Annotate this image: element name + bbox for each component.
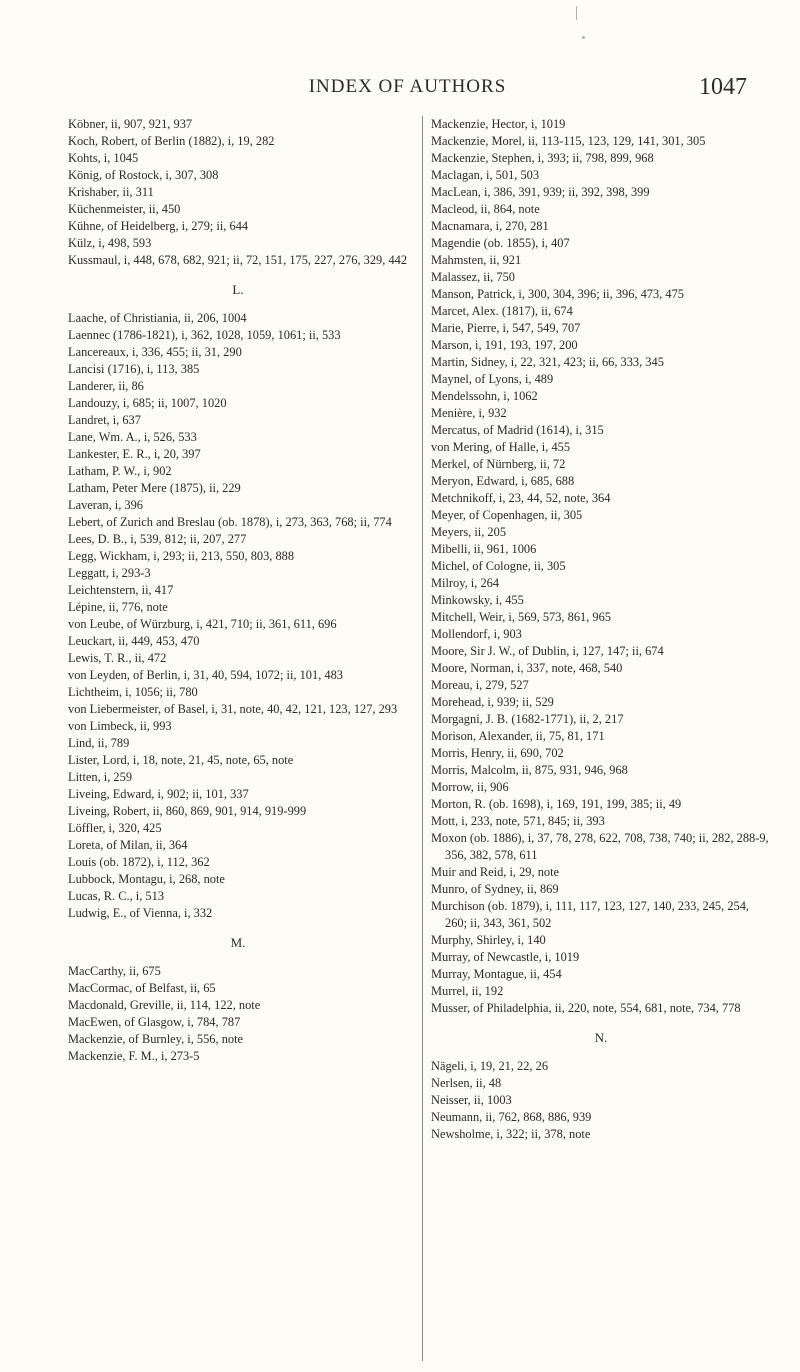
index-entry: Murray, Montague, ii, 454 [431, 967, 562, 981]
index-entry: Mibelli, ii, 961, 1006 [431, 542, 537, 556]
index-entry: Köbner, ii, 907, 921, 937 [68, 117, 193, 131]
index-entry: Kohts, i, 1045 [68, 151, 139, 165]
index-entry: Mackenzie, Stephen, i, 393; ii, 798, 899, 968 [431, 151, 654, 165]
index-entry: Moore, Norman, i, 337, note, 468, 540 [431, 661, 623, 675]
index-entry: Loreta, of Milan, ii, 364 [68, 838, 188, 852]
index-entry: Neumann, ii, 762, 868, 886, 939 [431, 1110, 592, 1124]
index-entry: Lind, ii, 789 [68, 736, 130, 750]
index-entry: Liveing, Robert, ii, 860, 869, 901, 914, 919-999 [68, 804, 307, 818]
index-entry: Merkel, of Nürnberg, ii, 72 [431, 457, 566, 471]
index-entry: Morris, Henry, ii, 690, 702 [431, 746, 564, 760]
index-entry: Mackenzie, Morel, ii, 113-115, 123, 129, 141, 301, 305 [431, 134, 706, 148]
index-entry: Martin, Sidney, i, 22, 321, 423; ii, 66, 333, 345 [431, 355, 664, 369]
index-entry: Lichtheim, i, 1056; ii, 780 [68, 685, 198, 699]
index-entry: Laveran, i, 396 [68, 498, 144, 512]
index-entry: Newsholme, i, 322; ii, 378, note [431, 1127, 591, 1141]
index-entry: Leuckart, ii, 449, 453, 470 [68, 634, 200, 648]
index-entry: Lane, Wm. A., i, 526, 533 [68, 430, 197, 444]
index-entry: Meyers, ii, 205 [431, 525, 507, 539]
index-entry: Mollendorf, i, 903 [431, 627, 522, 641]
margin-dot [582, 36, 585, 39]
index-entry: Louis (ob. 1872), i, 112, 362 [68, 855, 210, 869]
index-entry: Landerer, ii, 86 [68, 379, 144, 393]
index-entry: von Mering, of Halle, i, 455 [431, 440, 571, 454]
index-entry: Moore, Sir J. W., of Dublin, i, 127, 147; ii, 674 [431, 644, 664, 658]
index-entry: Löffler, i, 320, 425 [68, 821, 162, 835]
section-letter: N. [594, 1030, 608, 1045]
index-entry: Krishaber, ii, 311 [68, 185, 154, 199]
running-title: INDEX OF AUTHORS [308, 76, 507, 97]
index-entry: Lépine, ii, 776, note [68, 600, 168, 614]
index-entry: Mackenzie, F. M., i, 273-5 [68, 1049, 200, 1063]
index-entry: Lister, Lord, i, 18, note, 21, 45, note, 65, note [68, 753, 294, 767]
index-entry: Lankester, E. R., i, 20, 397 [68, 447, 201, 461]
index-entry: Macdonald, Greville, ii, 114, 122, note [68, 998, 261, 1012]
index-entry: Murphy, Shirley, i, 140 [431, 933, 546, 947]
index-entry: Latham, Peter Mere (1875), ii, 229 [68, 481, 241, 495]
index-entry: Morison, Alexander, ii, 75, 81, 171 [431, 729, 605, 743]
index-entry: Küchenmeister, ii, 450 [68, 202, 181, 216]
index-entry: Nerlsen, ii, 48 [431, 1076, 502, 1090]
index-entry: Lancisi (1716), i, 113, 385 [68, 362, 200, 376]
index-entry: Morris, Malcolm, ii, 875, 931, 946, 968 [431, 763, 628, 777]
index-entry: Mott, i, 233, note, 571, 845; ii, 393 [431, 814, 605, 828]
left-column [68, 116, 408, 1065]
index-entry: Meryon, Edward, i, 685, 688 [431, 474, 575, 488]
index-entry: Minkowsky, i, 455 [431, 593, 524, 607]
index-entry: Macnamara, i, 270, 281 [431, 219, 549, 233]
index-entry: Maclagan, i, 501, 503 [431, 168, 540, 182]
index-entry: Maynel, of Lyons, i, 489 [431, 372, 554, 386]
right-column [431, 116, 771, 1143]
index-entry: Mackenzie, Hector, i, 1019 [431, 117, 566, 131]
index-entry: Mahmsten, ii, 921 [431, 253, 522, 267]
index-entry: von Limbeck, ii, 993 [68, 719, 172, 733]
index-entry: Liveing, Edward, i, 902; ii, 101, 337 [68, 787, 249, 801]
index-entry: Leggatt, i, 293-3 [68, 566, 151, 580]
index-entry: Kühne, of Heidelberg, i, 279; ii, 644 [68, 219, 249, 233]
margin-mark [576, 6, 577, 20]
index-entry: Milroy, i, 264 [431, 576, 500, 590]
index-entry: Murrel, ii, 192 [431, 984, 504, 998]
index-entry: Meyer, of Copenhagen, ii, 305 [431, 508, 583, 522]
index-entry: Litten, i, 259 [68, 770, 133, 784]
index-entry: MacCormac, of Belfast, ii, 65 [68, 981, 216, 995]
index-entry: König, of Rostock, i, 307, 308 [68, 168, 219, 182]
index-entry: Mercatus, of Madrid (1614), i, 315 [431, 423, 604, 437]
index-entry: Murchison (ob. 1879), i, 111, 117, 123, 127, 140, 233, 245, 254, 260; ii, 343, 361, 502 [431, 899, 750, 930]
index-entry: Lucas, R. C., i, 513 [68, 889, 165, 903]
index-entry: Murray, of Newcastle, i, 1019 [431, 950, 580, 964]
section-letter: M. [230, 935, 246, 950]
index-entry: Manson, Patrick, i, 300, 304, 396; ii, 396, 473, 475 [431, 287, 684, 301]
index-entry: Koch, Robert, of Berlin (1882), i, 19, 282 [68, 134, 275, 148]
index-entry: Morgagni, J. B. (1682-1771), ii, 2, 217 [431, 712, 624, 726]
page-header [60, 76, 755, 106]
index-entry: Morton, R. (ob. 1698), i, 169, 191, 199, 385; ii, 49 [431, 797, 682, 811]
index-entry: Marson, i, 191, 193, 197, 200 [431, 338, 578, 352]
section-letter: L. [232, 282, 244, 297]
index-entry: Lees, D. B., i, 539, 812; ii, 207, 277 [68, 532, 247, 546]
index-entry: MacCarthy, ii, 675 [68, 964, 161, 978]
index-entry: Laache, of Christiania, ii, 206, 1004 [68, 311, 247, 325]
index-entry: Menière, i, 932 [431, 406, 507, 420]
index-entry: Muir and Reid, i, 29, note [431, 865, 560, 879]
index-entry: Munro, of Sydney, ii, 869 [431, 882, 559, 896]
index-entry: Lebert, of Zurich and Breslau (ob. 1878), i, 273, 363, 768; ii, 774 [68, 515, 392, 529]
index-entry: Mitchell, Weir, i, 569, 573, 861, 965 [431, 610, 611, 624]
index-entry: Mackenzie, of Burnley, i, 556, note [68, 1032, 244, 1046]
index-entry: Marcet, Alex. (1817), ii, 674 [431, 304, 573, 318]
index-entry: Moreau, i, 279, 527 [431, 678, 529, 692]
index-entry: Landouzy, i, 685; ii, 1007, 1020 [68, 396, 227, 410]
page-number: 1047 [699, 74, 747, 100]
index-entry: von Leyden, of Berlin, i, 31, 40, 594, 1072; ii, 101, 483 [68, 668, 343, 682]
index-entry: Magendie (ob. 1855), i, 407 [431, 236, 570, 250]
index-entry: MacLean, i, 386, 391, 939; ii, 392, 398, 399 [431, 185, 650, 199]
index-entry: Landret, i, 637 [68, 413, 141, 427]
index-entry: Neisser, ii, 1003 [431, 1093, 512, 1107]
index-entry: Leichtenstern, ii, 417 [68, 583, 174, 597]
index-entry: Metchnikoff, i, 23, 44, 52, note, 364 [431, 491, 611, 505]
index-entry: Lewis, T. R., ii, 472 [68, 651, 167, 665]
index-entry: von Leube, of Würzburg, i, 421, 710; ii, 361, 611, 696 [68, 617, 337, 631]
index-entry: Malassez, ii, 750 [431, 270, 515, 284]
index-entry: Legg, Wickham, i, 293; ii, 213, 550, 803, 888 [68, 549, 295, 563]
index-entry: Lubbock, Montagu, i, 268, note [68, 872, 225, 886]
index-entry: Kussmaul, i, 448, 678, 682, 921; ii, 72, 151, 175, 227, 276, 329, 442 [68, 253, 408, 267]
index-entry: Musser, of Philadelphia, ii, 220, note, 554, 681, note, 734, 778 [431, 1001, 741, 1015]
index-entry: Nägeli, i, 19, 21, 22, 26 [431, 1059, 549, 1073]
index-entry: Marie, Pierre, i, 547, 549, 707 [431, 321, 581, 335]
index-entry: Moxon (ob. 1886), i, 37, 78, 278, 622, 708, 738, 740; ii, 282, 288-9, 356, 382, 578, 611 [431, 831, 769, 862]
index-entry: Michel, of Cologne, ii, 305 [431, 559, 566, 573]
index-entry: Ludwig, E., of Vienna, i, 332 [68, 906, 213, 920]
index-entry: von Liebermeister, of Basel, i, 31, note, 40, 42, 121, 123, 127, 293 [68, 702, 398, 716]
index-entry: Latham, P. W., i, 902 [68, 464, 172, 478]
index-entry: Macleod, ii, 864, note [431, 202, 540, 216]
index-entry: Laennec (1786-1821), i, 362, 1028, 1059, 1061; ii, 533 [68, 328, 341, 342]
index-entry: Lancereaux, i, 336, 455; ii, 31, 290 [68, 345, 242, 359]
index-entry: MacEwen, of Glasgow, i, 784, 787 [68, 1015, 241, 1029]
index-entry: Külz, i, 498, 593 [68, 236, 152, 250]
index-entry: Morrow, ii, 906 [431, 780, 509, 794]
index-columns [68, 116, 778, 1356]
index-entry: Mendelssohn, i, 1062 [431, 389, 538, 403]
index-entry: Morehead, i, 939; ii, 529 [431, 695, 554, 709]
